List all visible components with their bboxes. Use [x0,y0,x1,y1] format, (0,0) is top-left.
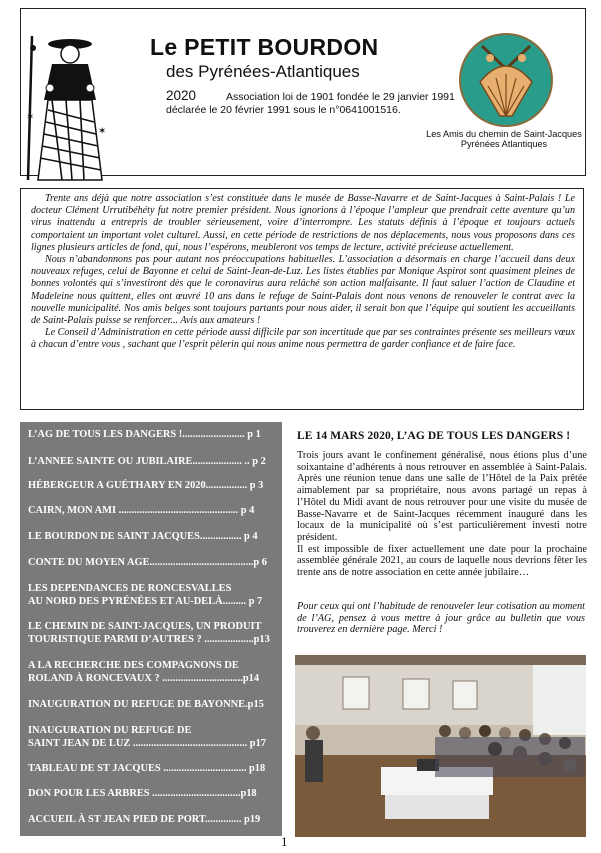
newsletter-subtitle: des Pyrénées-Atlantiques [166,62,360,81]
issue-year: 2020 [166,88,197,103]
newsletter-title: Le PETIT BOURDON [150,34,379,60]
toc-entry[interactable]: CAIRN, MON AMI .............................................. p 4 [28,505,255,516]
assembly-photo [295,655,586,837]
pilgrim-illustration [22,30,112,190]
article-title: LE 14 MARS 2020, L’AG DE TOUS LES DANGERS ! [297,430,571,442]
svg-text:✶: ✶ [26,112,35,123]
toc-entry[interactable]: ACCUEIL À ST JEAN PIED DE PORT.............. p19 [28,814,261,825]
toc-entry[interactable]: INAUGURATION DU REFUGE DE SAINT JEAN DE LUZ ............................................ p17 [28,725,266,749]
article-body [297,450,587,579]
table-of-contents [20,422,282,836]
toc-entry[interactable]: LE BOURDON DE SAINT JACQUES................ p 4 [28,531,258,542]
toc-entry[interactable]: CONTE DU MOYEN AGE........................................p 6 [28,557,267,568]
intro-paragraph: Le Conseil d’Administration en cette période aussi difficile par son incertitude que par ses contraintes présente ses meilleurs vœux à chacun d’entre vous , sachant que l’esprit pèlerin qui nous anime nous permettra de garder confiance et de faire face. [31,327,575,351]
toc-entry[interactable]: HÉBERGEUR A GUÉTHARY EN 2020................ p 3 [28,480,264,491]
association-declaration-line: déclarée le 20 février 1991 sous le n°0641001516. [166,104,401,116]
toc-entry[interactable]: L’AG DE TOUS LES DANGERS !........................ p 1 [28,429,261,440]
toc-entry[interactable]: TABLEAU DE ST JACQUES ................................ p18 [28,763,266,774]
page-number: 1 [281,834,288,849]
toc-entry[interactable]: LES DEPENDANCES DE RONCESVALLES AU NORD DES PYRÉNÉES ET AU-DELÀ......... p 7 [28,583,263,607]
intro-paragraph: Trente ans déjà que notre association s’est constituée dans le musée de Basse-Navarre et de Saint-Jacques à Saint-Palais ! Le docteur Clément Urrutibéhéty fut notre premier président. Nous ignorions à l’époque l’ampleur que prendrait cette aventure qu’un virus inattendu a entrepris de troubler sérieusement, voire d’interrompre. Les statuts définis à l’époque et toujours actuels comportaient un important volet culturel. Aussi, en cette période de restrictions de nos déplacements, nous vous proposons dans ces lignes plusieurs articles de fond, qui, nous l’espérons, meubleront vos temps de lecture, activité précieuse actuellement. [31,193,575,253]
membership-note: Pour ceux qui ont l’habitude de renouveler leur cotisation au moment de l’AG, pensez à vous mettre à jour grâce au bulletin que vous trouverez en dernière page. Merci ! [297,601,585,636]
editorial-intro [20,188,584,410]
article-paragraph: Il est impossible de fixer actuellement une date pour la prochaine assemblée générale 2021, au cours de laquelle nous devrions fêter les trente ans de notre association en cette année jubilaire… [297,543,587,579]
svg-text:✶: ✶ [98,126,107,137]
scallop-shell-logo [458,32,554,128]
toc-entry[interactable]: A LA RECHERCHE DES COMPAGNONS DE ROLAND À RONCEVAUX ? ...............................p14 [28,660,260,684]
toc-entry[interactable]: LE CHEMIN DE SAINT-JACQUES, UN PRODUIT TOURISTIQUE PARMI D’AUTRES ? ...................p13 [28,621,270,645]
toc-entry[interactable]: DON POUR LES ARBRES ..................................p18 [28,788,257,799]
toc-entry[interactable]: INAUGURATION DU REFUGE DE BAYONNE.p15 [28,699,264,710]
intro-paragraph: Nous n’abandonnons pas pour autant nos préoccupations habituelles. L’association a désormais en charge l’accueil dans deux nouveaux refuges, celui de Bayonne et celui de Saint-Jean-de-Luz. Les listes établies par Monique Aspirot sont quasiment pleines de bonnes volontés qui s’investiront dès que le coronavirus aura relâché son action malfaisante. Il faut saluer l’action de Claudine et Madeleine nous quittent, elles ont œuvré 10 ans dans le refuge de Saint-Palais dont nous venons de renouveler le contrat avec la nouvelle municipalité. Nos amis belges sont toujours partants pour nous aider, il serait bon que l’équipe qui soutient les accueillants de Saint-Palais puisse se renforcer... Avis aux amateurs ! [31,254,575,327]
association-founding-line: Association loi de 1901 fondée le 29 janvier 1991 [226,91,455,103]
toc-entry[interactable]: L’ANNEE SAINTE OU JUBILAIRE................... .. p 2 [28,456,266,467]
article-paragraph: Trois jours avant le confinement généralisé, nous étions plus d’une soixantaine d’adhérents à nous retrouver en assemblée à Saint-Palais. Après une réunion tenue dans une salle de l’Hôtel de la Paix prêtée aimablement par sa propriétaire, nous avons partagé un repas à l’Hôtel du Midi avant de nous retrouver pour une visite du musée de Basse-Navarre et de Saint-Jacques récemment inauguré dans les locaux de la municipalité où s’est particulièrement investi notre président. [297,450,587,543]
logo-caption: Les Amis du chemin de Saint-Jacques Pyrénées Atlantiques [426,129,582,149]
